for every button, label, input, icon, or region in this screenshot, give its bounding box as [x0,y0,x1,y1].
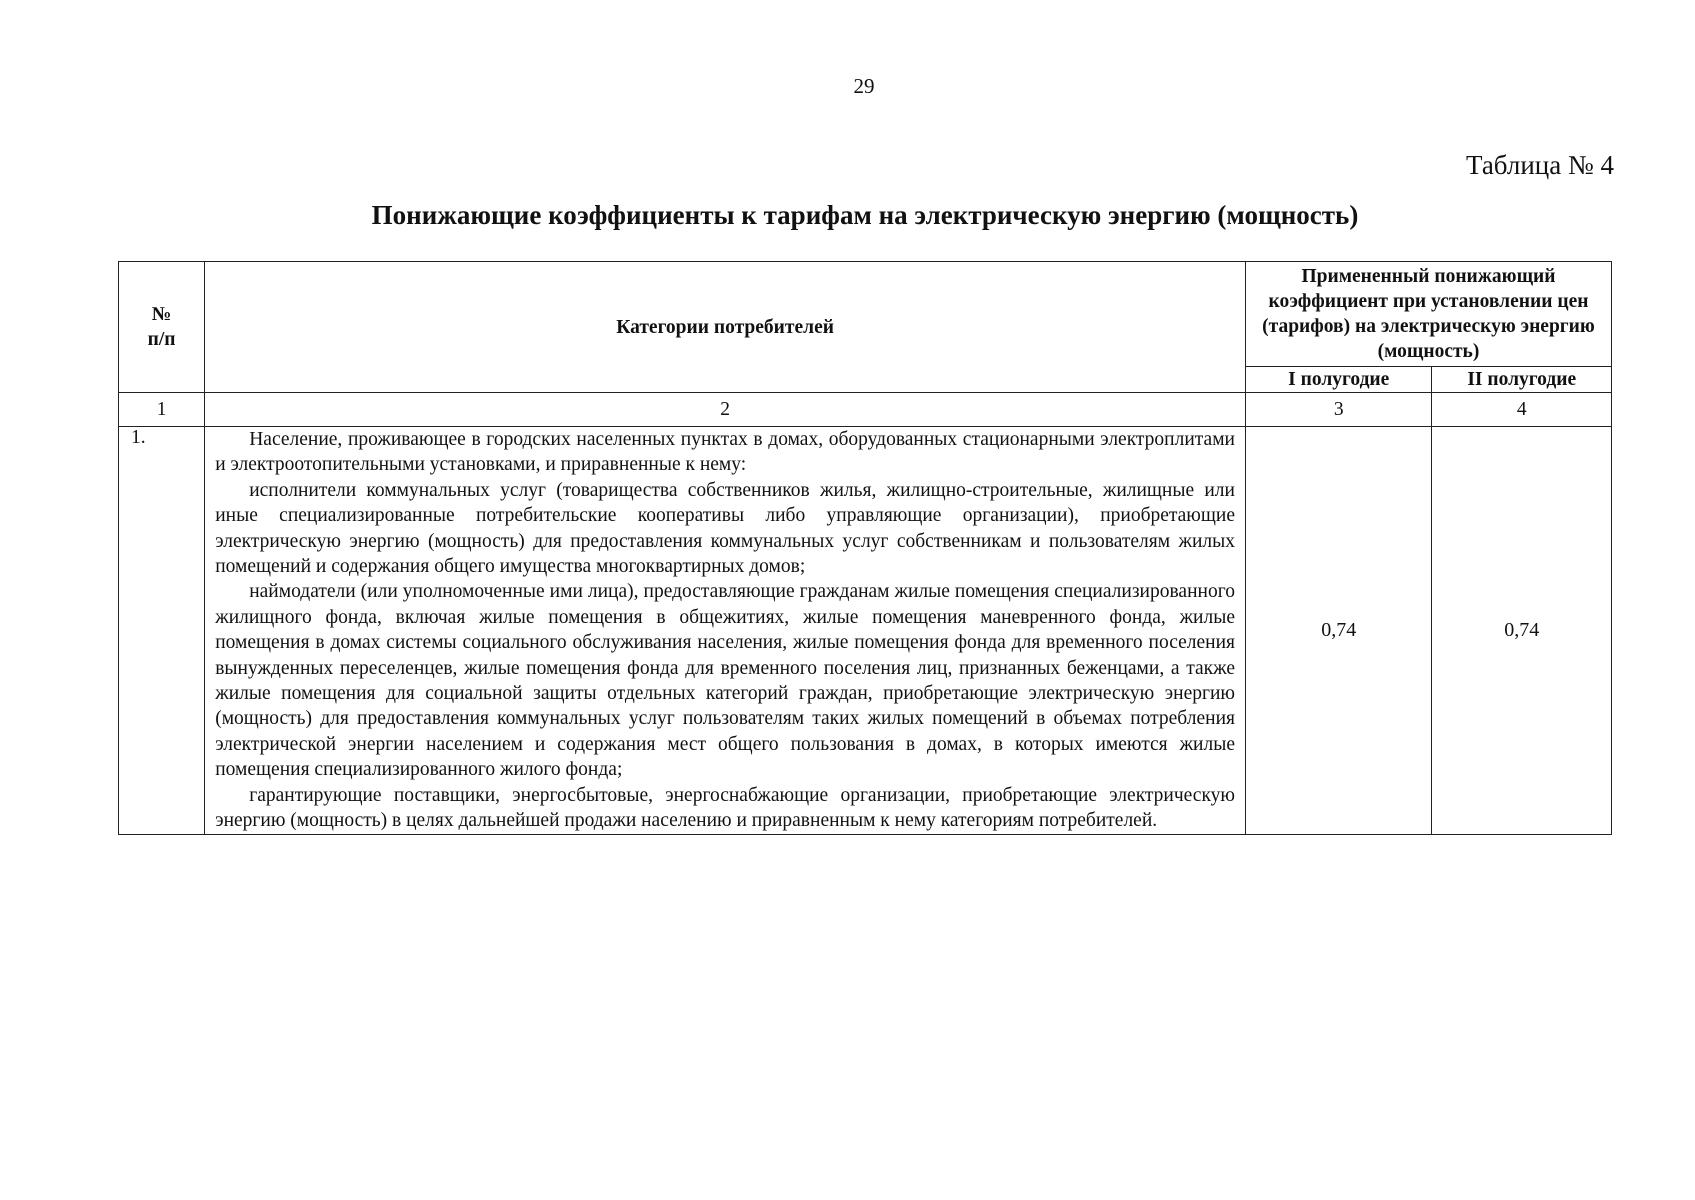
category-paragraph: Население, проживающее в городских населенных пунктах в домах, оборудованных стационарными электроплитами и электроотопительными установками, и приравненные к нему: [215,429,1235,476]
document-title: Понижающие коэффициенты к тарифам на электрическую энергию (мощность) [371,200,1359,230]
header-num-label: № п/п [147,304,176,350]
row-category-text [205,427,1246,835]
page-number: 29 [853,74,875,98]
table-row [119,427,1612,835]
coefficient-half2-value: 0,74 [1432,427,1612,835]
category-paragraph: наймодатели (или уполномоченные ими лица), предоставляющие гражданам жилые помещения специализированного жилищного фонда, включая жилые помещения в общежитиях, жилые помещения маневренного фонда, жилые помещения в домах системы социального обслуживания населения, жилые помещения фонда для временного поселения вынужденных переселенцев, жилые помещения фонда для временного поселения лиц, признанных беженцами, а также жилые помещения для социальной защиты отдельных категорий граждан, приобретающие электрическую энергию (мощность) для предоставления коммунальных услуг пользователям таких жилых помещений в объемах потребления электрической энергии населением и содержания мест общего пользования в домах, в которых имеются жилые помещения специализированного жилого фонда; [215,581,1235,781]
row-number: 1. [119,427,205,835]
column-index-1: 1 [119,393,205,427]
category-paragraph: гарантирующие поставщики, энергосбытовые, энергоснабжающие организации, приобретающие электрическую энергию (мощность) в целях дальнейшей продажи населению и приравненным к нему категориям потребителей. [215,784,1235,832]
header-half2: II полугодие [1432,367,1612,393]
header-num [119,262,205,393]
column-index-3: 3 [1245,393,1431,427]
table-label: Таблица № 4 [1466,150,1614,180]
coefficient-half1-value: 0,74 [1245,427,1431,835]
header-category: Категории потребителей [205,262,1246,393]
header-coefficient: Примененный понижающий коэффициент при установлении цен (тарифов) на электрическую энергию (мощность) [1245,262,1611,367]
column-index-4: 4 [1432,393,1612,427]
category-paragraph: исполнители коммунальных услуг (товарищества собственников жилья, жилищно-строительные, жилищные или иные специализированные потребительские кооперативы либо управляющие организации), приобретающие электрическую энергию (мощность) для предоставления коммунальных услуг собственникам и пользователям жилых помещений и содержания общего имущества многоквартирных домов; [215,479,1235,578]
header-half1: I полугодие [1245,367,1431,393]
column-index-2: 2 [205,393,1246,427]
coefficients-table [118,261,1612,835]
